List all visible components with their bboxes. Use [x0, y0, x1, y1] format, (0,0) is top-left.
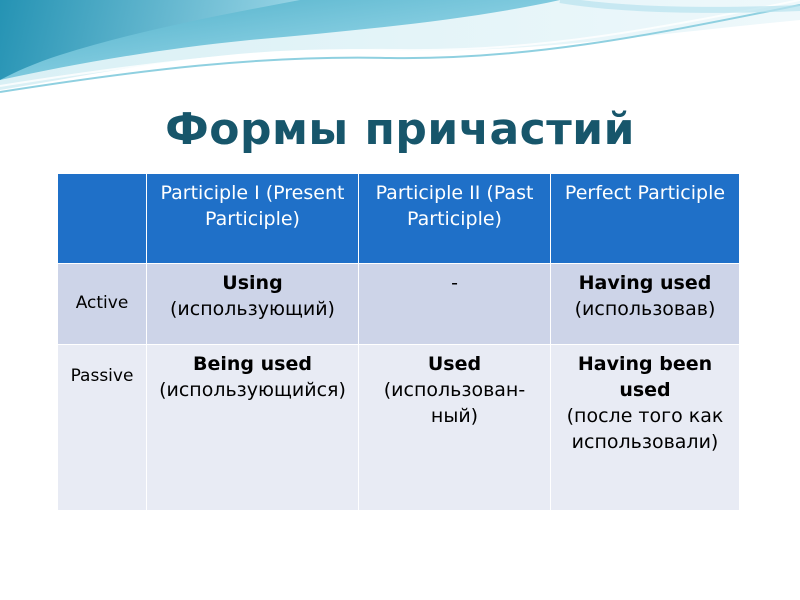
cell-term: Having been used — [577, 353, 713, 401]
table-row-active — [58, 264, 740, 345]
cell-active-perfect — [551, 264, 740, 345]
cell-passive-perfect — [551, 345, 740, 511]
cell-gloss: (использовав) — [574, 298, 716, 320]
wave-decoration — [0, 0, 800, 110]
cell-active-participle-1 — [147, 264, 359, 345]
cell-passive-participle-2 — [359, 345, 551, 511]
cell-term: Being used — [193, 353, 312, 375]
table-header-row — [58, 174, 740, 264]
slide-title: Формы причастий — [165, 104, 635, 155]
cell-term: Using — [222, 272, 283, 294]
column-header-participle-1: Participle I (Present Participle) — [147, 174, 359, 264]
cell-active-participle-2 — [359, 264, 551, 345]
table-row-passive — [58, 345, 740, 511]
row-header-passive: Passive — [58, 345, 147, 511]
cell-term: Having used — [578, 272, 712, 294]
cell-gloss: (использован-ный) — [383, 379, 526, 427]
cell-term: Used — [427, 353, 482, 375]
cell-gloss: (использующий) — [170, 298, 335, 320]
cell-gloss: (после того как использовали) — [566, 405, 724, 453]
cell-passive-participle-1 — [147, 345, 359, 511]
cell-gloss: (использующийся) — [159, 379, 346, 401]
row-header-active: Active — [58, 264, 147, 345]
column-header-participle-2: Participle II (Past Participle) — [359, 174, 551, 264]
participle-table — [57, 173, 740, 511]
cell-gloss: - — [451, 272, 458, 294]
table-corner-cell — [58, 174, 147, 264]
column-header-perfect-participle: Perfect Participle — [551, 174, 740, 264]
